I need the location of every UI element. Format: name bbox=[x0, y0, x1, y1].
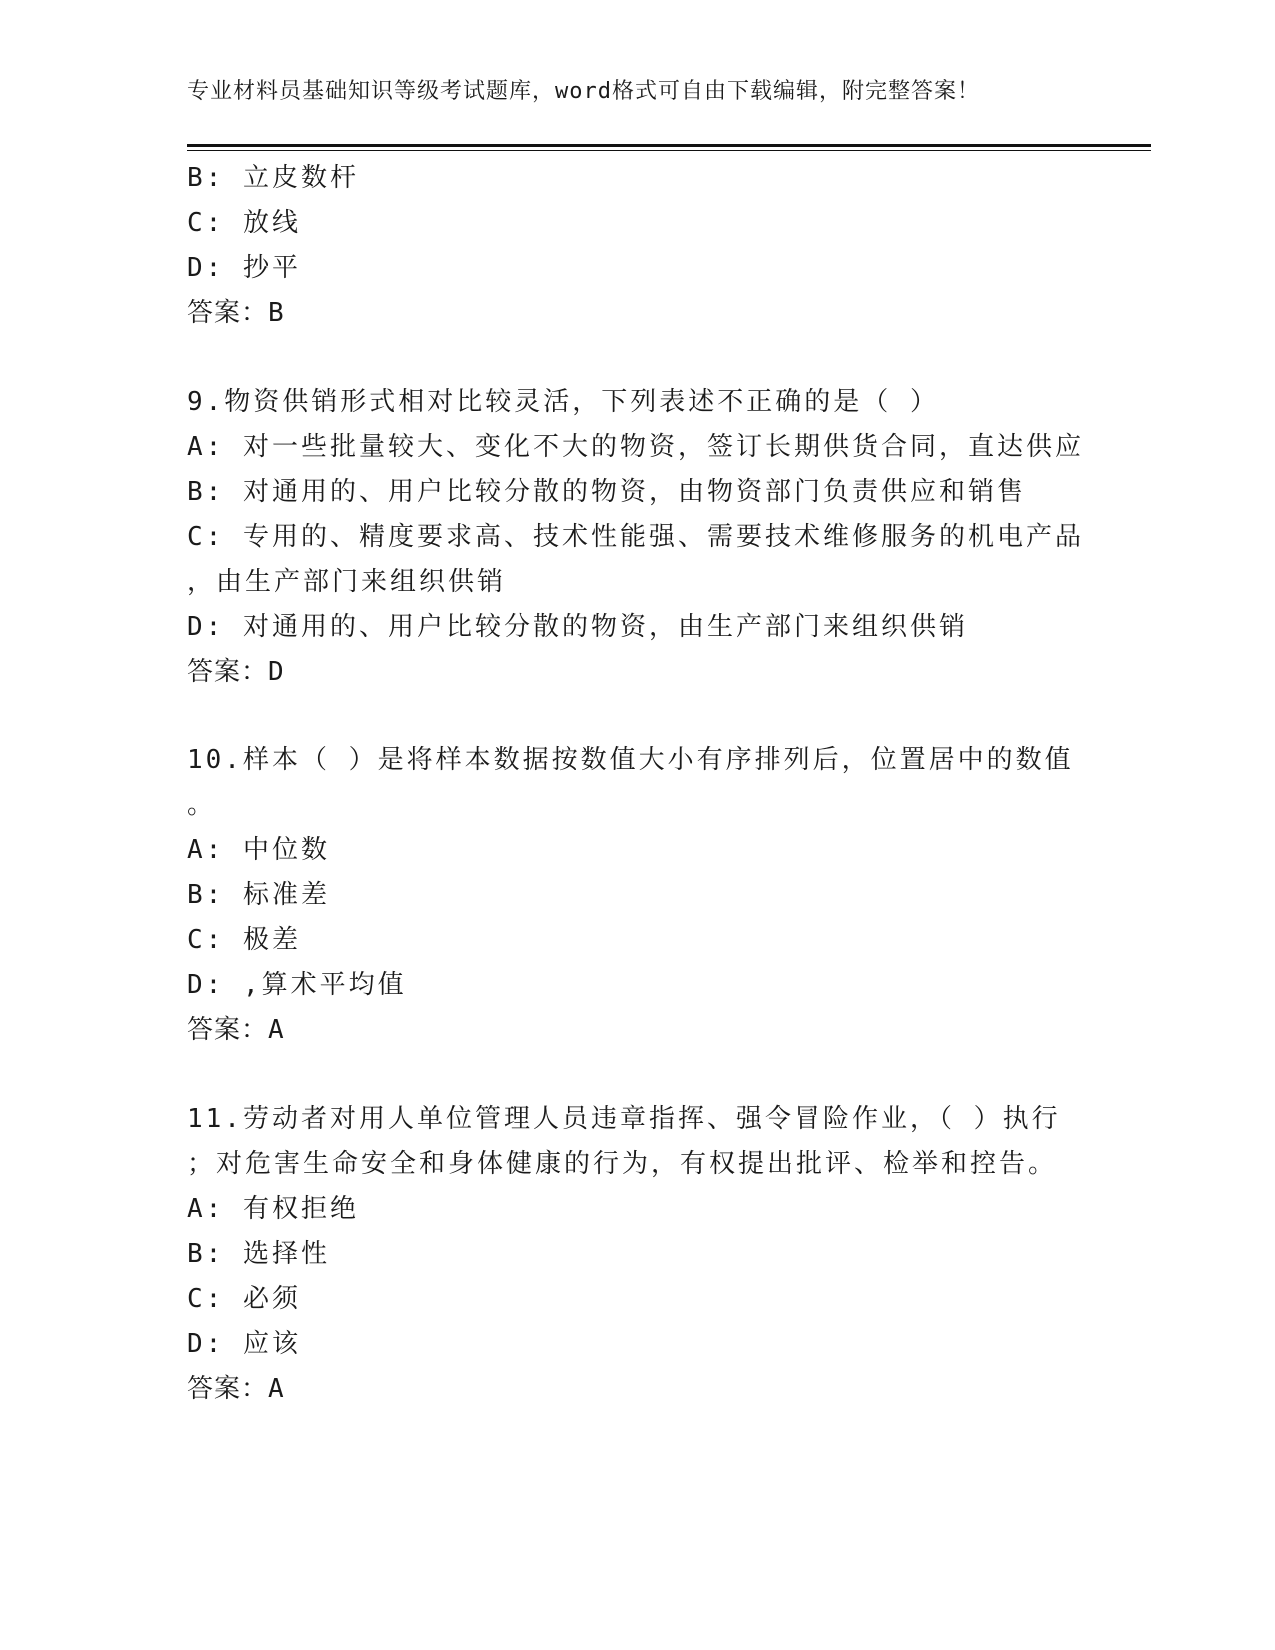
header-divider-thin bbox=[187, 150, 1151, 151]
q11-option-d: D: 应该 bbox=[187, 1329, 301, 1359]
q11-option-c: C: 必须 bbox=[187, 1284, 301, 1314]
q9-answer: 答案：D bbox=[187, 657, 285, 687]
q11-stem-line2: ；对危害生命安全和身体健康的行为，有权提出批评、检举和控告。 bbox=[187, 1149, 1058, 1179]
q9-option-a: A: 对一些批量较大、变化不大的物资，签订长期供货合同，直达供应 bbox=[187, 432, 1084, 462]
q10-option-a: A: 中位数 bbox=[187, 835, 330, 865]
q10-option-d: D: ,算术平均值 bbox=[187, 970, 407, 1000]
q9-option-c-line1: C: 专用的、精度要求高、技术性能强、需要技术维修服务的机电产品 bbox=[187, 522, 1084, 552]
q11-answer: 答案：A bbox=[187, 1374, 285, 1404]
q11-option-a: A: 有权拒绝 bbox=[187, 1194, 359, 1224]
q8-option-b: B: 立皮数杆 bbox=[187, 163, 359, 193]
q9-stem: 9.物资供销形式相对比较灵活，下列表述不正确的是（ ） bbox=[187, 387, 939, 417]
q10-stem-line1: 10.样本（ ）是将样本数据按数值大小有序排列后，位置居中的数值 bbox=[187, 745, 1074, 775]
q10-stem-line2: 。 bbox=[187, 790, 217, 820]
q11-option-b: B: 选择性 bbox=[187, 1239, 330, 1269]
q9-option-b: B: 对通用的、用户比较分散的物资，由物资部门负责供应和销售 bbox=[187, 477, 1026, 507]
q8-option-d: D: 抄平 bbox=[187, 253, 301, 283]
header-divider-thick bbox=[187, 144, 1151, 147]
q10-answer: 答案：A bbox=[187, 1015, 285, 1045]
page-header-title: 专业材料员基础知识等级考试题库，word格式可自由下载编辑，附完整答案！ bbox=[187, 79, 980, 104]
q10-option-c: C: 极差 bbox=[187, 925, 301, 955]
q9-option-c-line2: ，由生产部门来组织供销 bbox=[187, 567, 507, 597]
q8-option-c: C: 放线 bbox=[187, 208, 301, 238]
q9-option-d: D: 对通用的、用户比较分散的物资，由生产部门来组织供销 bbox=[187, 612, 968, 642]
q8-answer: 答案：B bbox=[187, 298, 285, 328]
q11-stem-line1: 11.劳动者对用人单位管理人员违章指挥、强令冒险作业，（ ）执行 bbox=[187, 1104, 1061, 1134]
q10-option-b: B: 标准差 bbox=[187, 880, 330, 910]
